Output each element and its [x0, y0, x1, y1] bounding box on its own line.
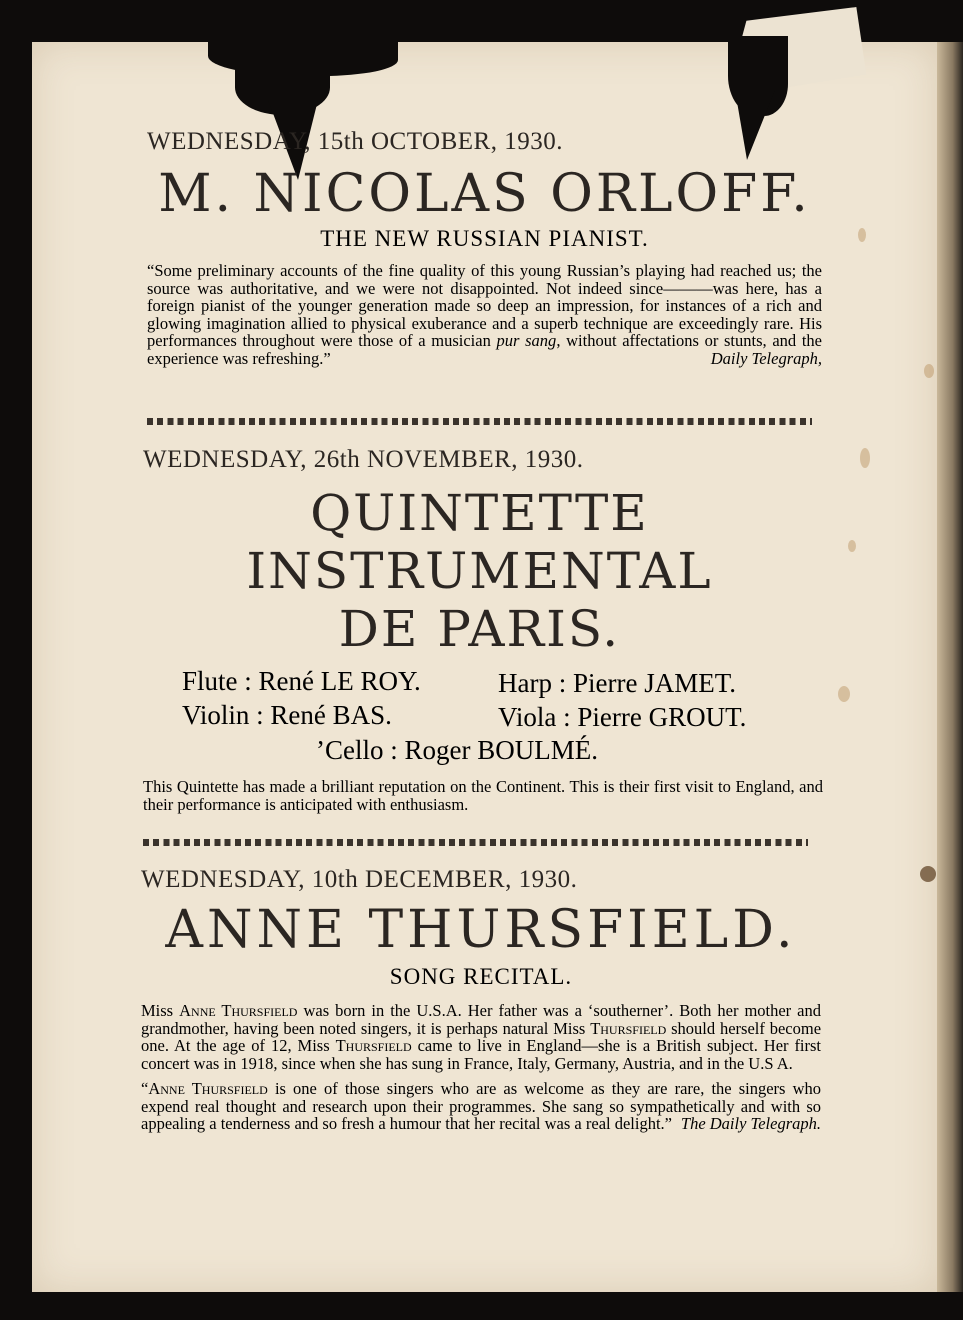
foxing-stain [838, 686, 850, 702]
foxing-stain [860, 448, 870, 468]
title-line: DE PARIS. [338, 600, 621, 658]
review-source: The Daily Telegraph. [680, 1114, 821, 1133]
artist-name: Anne Thursfield [148, 1079, 268, 1098]
dotted-divider [147, 418, 812, 425]
dotted-divider [143, 839, 808, 846]
title-line: INSTRUMENTAL [246, 542, 713, 600]
concert-subtitle: THE NEW RUSSIAN PIANIST. [320, 226, 649, 251]
press-review [147, 262, 822, 367]
foxing-stain [920, 866, 936, 882]
review-text: is one of those singers who are as welcome as they are rare, the singers who expend real thought and research upon their programmes. She sang so sympathetically and with so appealing a tenderness and so fresh a humour that her recital was a real delight.” [141, 1079, 821, 1133]
concert-orloff [147, 128, 822, 367]
performer-viola: Viola : Pierre GROUT. [498, 702, 747, 732]
concert-quintette [143, 446, 823, 474]
foxing-stain [848, 540, 856, 552]
review-text: “Some preliminary accounts of the fine quality of this young Russian’s playing had reached us; the source was authoritative, and we were not disappointed. Not indeed since———was here, has a foreign pianist of the younger generation made so deep an impression, for instances of a rich and glowing imagination allied to physical exuberance and a superb technique are exceedingly rare. His performances throughout were those of a musician [147, 261, 822, 350]
title-line: QUINTETTE [310, 484, 649, 542]
performer-harp: Harp : Pierre JAMET. [498, 668, 736, 698]
artist-name: Thursfield [590, 1018, 667, 1038]
bio-text: should herself become one. At the age of 12, Miss [141, 1018, 822, 1055]
concert-title: M. NICOLAS ORLOFF. [158, 164, 811, 224]
review-italic: pur sang [496, 331, 557, 350]
concert-date: WEDNESDAY, 15th OCTOBER, 1930. [147, 128, 563, 155]
performer-cello: ’Cello : Roger BOULMÉ. [316, 735, 598, 765]
review-text: , without affectations or stunts, and the experience was refreshing.” [147, 331, 822, 368]
foxing-stain [924, 364, 934, 378]
performer-flute: Flute : René LE ROY. [182, 666, 421, 696]
review-source: Daily Telegraph, [710, 348, 822, 368]
artist-biography [141, 1002, 821, 1072]
artist-name: Anne Thursfield [179, 1001, 298, 1020]
quote-mark: “ [141, 1079, 149, 1098]
concert-title [147, 484, 812, 658]
concert-title: ANNE THURSFIELD. [165, 900, 797, 960]
bio-text: was born in the U.S.A. Her father was a ‘southerner’. Both her mother and grandmother, having been noted singers, it is perhaps natural Miss [141, 1001, 822, 1038]
artist-name: Thursfield [335, 1036, 412, 1055]
concert-date: WEDNESDAY, 10th DECEMBER, 1930. [141, 866, 578, 893]
concert-description: This Quintette has made a brilliant reputation on the Continent. This is their first visit to England, and their performance is anticipated with enthusiasm. [143, 777, 823, 814]
concert-date: WEDNESDAY, 26th NOVEMBER, 1930. [143, 446, 584, 473]
performer-violin: Violin : René BAS. [182, 700, 392, 730]
press-review [141, 1080, 821, 1133]
bio-text: Miss [141, 1001, 174, 1020]
concert-thursfield [141, 866, 821, 1133]
concert-subtitle: SONG RECITAL. [389, 964, 573, 989]
bio-text: came to live in England—she is a British subject. Her first concert was in 1918, since when she has sung in France, Italy, Germany, Austria, and in the U.S A. [141, 1036, 822, 1073]
foxing-stain [858, 228, 866, 242]
page-edge [937, 42, 963, 1292]
